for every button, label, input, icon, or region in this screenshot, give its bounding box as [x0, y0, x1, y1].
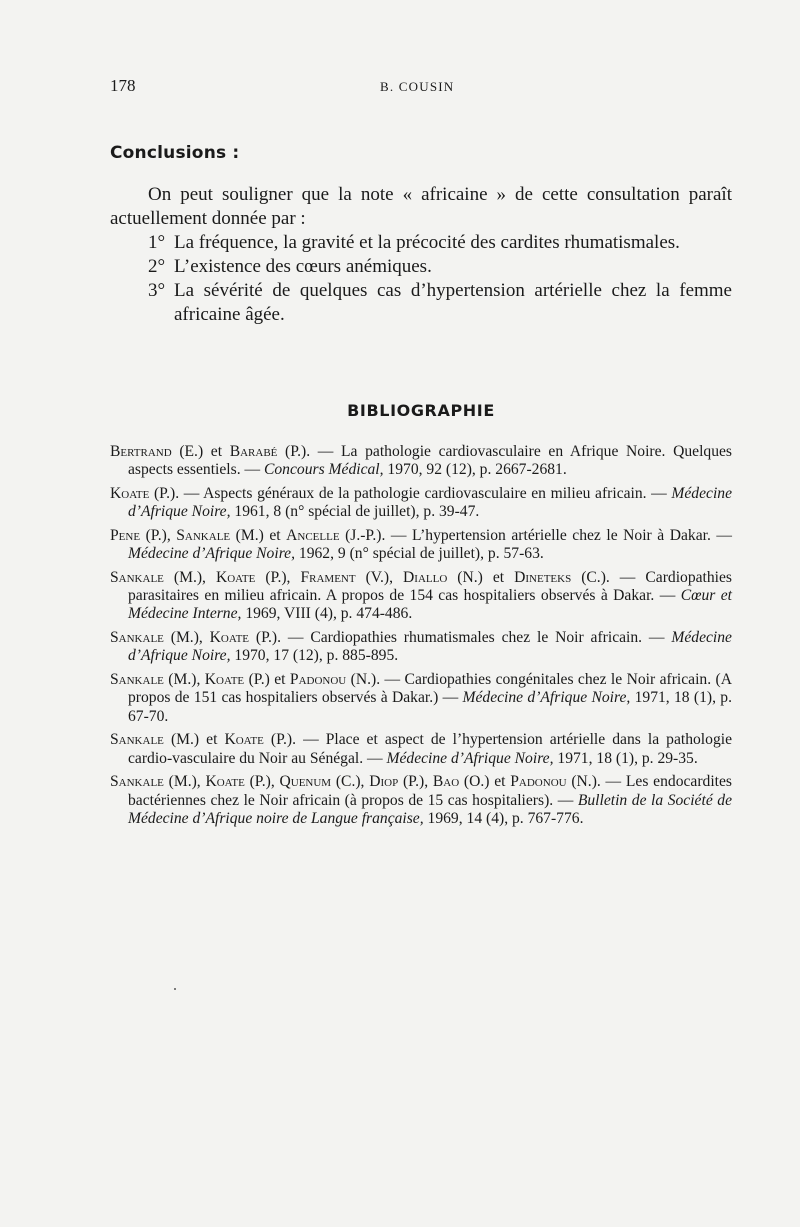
journal-title: Médecine d’Afrique Noire, — [462, 689, 631, 707]
item-text: La fréquence, la gravité et la précocité des cardites rhumatismales. — [174, 232, 680, 253]
conclusion-item — [148, 255, 732, 279]
reference-text: 1969, VIII (4), p. 474-486. — [241, 605, 413, 623]
author-name: Koate — [110, 485, 150, 502]
author-name: Dineteks — [514, 569, 572, 586]
reference-entry — [110, 443, 732, 479]
reference-entry — [110, 485, 732, 521]
reference-entry — [110, 629, 732, 665]
author-name: Koate — [215, 569, 256, 586]
journal-title: Bulletin de la Société de Médecine d’Afrique noire de Langue française, — [128, 791, 733, 827]
author-name: Diop — [369, 773, 399, 791]
reference-text: 1970, 92 (12), p. 2667-2681. — [383, 461, 567, 479]
reference-text: 1971, 18 (1), p. 29-35. — [553, 749, 698, 767]
reference-text: (P.). — La pathologie cardiovasculaire en Afrique Noire. Quelques aspects essentiels. — — [128, 443, 732, 479]
reference-text: (M.), — [163, 569, 216, 586]
reference-text: 1961, 8 (n° spécial de juillet), p. 39-47. — [230, 503, 480, 521]
reference-text: (C.), — [331, 773, 370, 791]
conclusions-heading: Conclusions : — [110, 143, 240, 163]
reference-entry — [110, 731, 732, 767]
reference-text: (V.), — [355, 569, 404, 586]
reference-text: (N.). — Les endocardites bactériennes chez le Noir africain (à propos de 15 cas hospitaliers). — — [128, 773, 732, 809]
reference-text: (C.). — Cardiopathies parasitaires en milieu africain. A propos de 154 cas hospitaliers observés à Dakar. — — [128, 569, 732, 605]
print-speck — [174, 988, 176, 990]
reference-text: 1969, 14 (4), p. 767-776. — [423, 809, 584, 827]
reference-text: (P.). — Aspects généraux de la pathologie cardiovasculaire en milieu africain. — — [149, 485, 672, 502]
conclusion-item — [148, 279, 732, 327]
conclusions-intro: On peut souligner que la note « africaine » de cette consultation paraît actuellement donnée par : — [110, 184, 732, 229]
reference-text: (M.), — [163, 773, 206, 791]
journal-title: Médecine d’Afrique Noire, — [386, 749, 554, 767]
author-name: Ancelle — [286, 527, 340, 544]
author-name: Sankale — [110, 629, 164, 647]
author-name: Barabé — [229, 443, 278, 460]
reference-text: (P.), — [398, 773, 433, 791]
author-name: Bertrand — [110, 443, 172, 460]
item-text: L’existence des cœurs anémiques. — [174, 256, 432, 277]
author-name: Sankale — [110, 671, 164, 689]
reference-list — [110, 443, 732, 834]
author-name: Padonou — [289, 671, 347, 689]
journal-title: Cœur et Médecine Interne, — [128, 587, 733, 623]
item-number: 2° — [148, 256, 166, 277]
reference-text: (M.), — [163, 629, 210, 647]
item-number: 1° — [148, 232, 166, 253]
reference-entry — [110, 527, 732, 563]
page-header — [110, 76, 710, 100]
item-text: La sévérité de quelques cas d’hypertension artérielle chez la femme africaine âgée. — [174, 280, 732, 325]
reference-text: 1971, 18 (1), p. 67-70. — [128, 689, 732, 725]
author-name: Sankale — [110, 569, 164, 586]
reference-text: (P.) et — [244, 671, 290, 689]
reference-text: (E.) et — [171, 443, 230, 460]
reference-text: (O.) et — [459, 773, 511, 791]
reference-text: (M.) et — [230, 527, 287, 544]
journal-title: Médecine d’Afrique Noire, — [128, 629, 732, 665]
reference-text: (P.). — Place et aspect de l’hypertension artérielle dans la pathologie cardio-vasculaire du Noir au Sénégal. — — [128, 731, 732, 767]
author-name: Padonou — [510, 773, 567, 791]
reference-entry — [110, 773, 732, 828]
reference-text: (M.), — [163, 671, 205, 689]
author-name: Diallo — [403, 569, 448, 586]
item-number: 3° — [148, 280, 166, 301]
author-name: Bao — [432, 773, 460, 791]
author-name: Koate — [209, 629, 250, 647]
reference-text: (N.). — Cardiopathies congénitales chez le Noir africain. (A propos de 151 cas hospitaliers observés à Dakar.) — — [128, 671, 732, 707]
journal-title: Médecine d’Afrique Noire, — [128, 545, 296, 563]
author-name: Sankale — [110, 731, 164, 749]
reference-text: (M.) et — [163, 731, 225, 749]
reference-text: 1970, 17 (12), p. 885-895. — [230, 647, 399, 665]
author-name: Koate — [204, 671, 245, 689]
author-name: Koate — [224, 731, 264, 749]
reference-text: (N.) et — [447, 569, 515, 586]
journal-title: Médecine d’Afrique Noire, — [128, 485, 732, 521]
reference-text: (P.), — [140, 527, 177, 544]
author-name: Pene — [110, 527, 141, 544]
running-head: B. COUSIN — [380, 79, 455, 94]
author-name: Koate — [205, 773, 245, 791]
reference-entry — [110, 671, 732, 726]
page-number: 178 — [110, 76, 136, 95]
reference-text: (P.), — [255, 569, 301, 586]
author-name: Sankale — [176, 527, 231, 544]
reference-entry — [110, 569, 732, 624]
author-name: Sankale — [110, 773, 164, 791]
conclusions-body — [110, 183, 732, 327]
reference-text: (P.), — [244, 773, 280, 791]
author-name: Frament — [300, 569, 356, 586]
reference-text: (P.). — Cardiopathies rhumatismales chez le Noir africain. — — [249, 629, 672, 647]
bibliography-heading: BIBLIOGRAPHIE — [347, 401, 495, 420]
journal-title: Concours Médical, — [263, 461, 384, 479]
reference-text: 1962, 9 (n° spécial de juillet), p. 57-63. — [295, 545, 544, 563]
reference-text: (J.-P.). — L’hypertension artérielle chez le Noir à Dakar. — — [339, 527, 732, 544]
author-name: Quenum — [279, 773, 332, 791]
conclusion-item — [148, 231, 732, 255]
